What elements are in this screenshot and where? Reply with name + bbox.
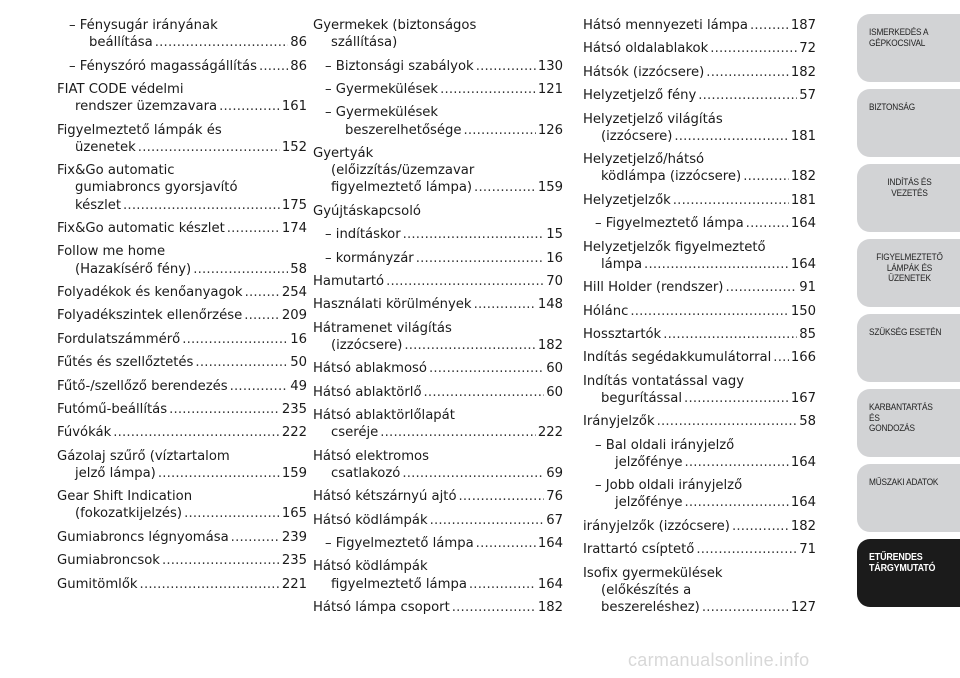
index-entry xyxy=(583,541,816,558)
chapter-tab-label: BIZTONSÁG xyxy=(869,102,915,113)
dot-leader xyxy=(696,541,797,558)
chapter-tab[interactable] xyxy=(857,89,960,157)
dot-leader xyxy=(416,250,544,267)
page-number[interactable]: 239 xyxy=(281,529,307,545)
index-entry-text: jelzőfénye xyxy=(615,454,683,470)
index-entry-text: Hátsó lámpa csoport xyxy=(313,600,450,616)
index-entry-text: Hátsó ködlámpák xyxy=(313,512,428,528)
page-number[interactable]: 175 xyxy=(281,197,307,213)
dot-leader xyxy=(140,576,280,593)
page-number[interactable]: 181 xyxy=(790,192,816,208)
index-entry xyxy=(57,243,307,277)
page-number[interactable]: 164 xyxy=(790,256,816,272)
index-entry-text: begurítással xyxy=(601,390,683,406)
index-entry-text: Gumiabroncsok xyxy=(57,553,160,569)
dot-leader xyxy=(684,454,788,471)
page-number[interactable]: 165 xyxy=(281,506,307,522)
dot-leader xyxy=(403,226,545,243)
page-number[interactable]: 127 xyxy=(790,600,816,616)
dot-leader xyxy=(138,139,280,156)
index-entry-text: FIAT CODE védelmi xyxy=(57,81,184,97)
index-entry-text: cseréje xyxy=(331,425,379,441)
index-entry-text: Irattartó csíptető xyxy=(583,542,695,558)
index-entry-text: (izzócsere) xyxy=(601,128,673,144)
page-number[interactable]: 166 xyxy=(790,350,816,366)
dot-leader xyxy=(193,261,288,278)
dot-leader xyxy=(386,273,544,290)
index-entry-text: Hill Holder (rendszer) xyxy=(583,280,724,296)
dot-leader xyxy=(698,87,797,104)
page-number[interactable]: 235 xyxy=(281,553,307,569)
dot-leader xyxy=(750,17,789,34)
page-number[interactable]: 60 xyxy=(546,361,563,377)
page-number[interactable]: 130 xyxy=(537,58,563,74)
index-entry xyxy=(313,203,563,220)
page-number[interactable]: 164 xyxy=(537,576,563,592)
page-number[interactable]: 182 xyxy=(537,337,563,353)
index-entry xyxy=(57,162,307,214)
index-entry-text: – Biztonsági szabályok xyxy=(325,58,474,74)
index-entry-text: Gear Shift Indication xyxy=(57,489,193,505)
chapter-tab-label: ETŰRENDES TÁRGYMUTATÓ xyxy=(869,552,936,574)
index-entry xyxy=(57,488,307,522)
index-entry-text: – Gyermekülések xyxy=(325,105,439,121)
index-entry xyxy=(313,145,563,197)
page-number[interactable]: 16 xyxy=(290,331,307,347)
index-entry xyxy=(57,378,307,395)
dot-leader xyxy=(663,326,797,343)
page-number[interactable]: 72 xyxy=(799,41,816,57)
dot-leader xyxy=(184,505,280,522)
dot-leader xyxy=(244,307,280,324)
index-entry xyxy=(583,111,816,145)
page-number[interactable]: 221 xyxy=(281,576,307,592)
index-entry-text: Fordulatszámmérő xyxy=(57,331,181,347)
index-column-3 xyxy=(583,17,816,622)
index-entry-text: rendszer üzemzavara xyxy=(75,99,218,115)
index-entry-text: Follow me home xyxy=(57,244,166,260)
dot-leader xyxy=(476,535,536,552)
index-entry-text: ködlámpa (izzócsere) xyxy=(601,169,742,185)
index-entry xyxy=(583,64,816,81)
index-entry xyxy=(57,576,307,593)
page-number[interactable]: 209 xyxy=(281,308,307,324)
index-entry xyxy=(313,273,563,290)
dot-leader xyxy=(404,337,535,354)
index-entry-text: Hamutartó xyxy=(313,273,385,289)
dot-leader xyxy=(743,168,789,185)
index-entry-text: – Figyelmeztető lámpa xyxy=(595,216,744,232)
dot-leader xyxy=(155,34,288,51)
dot-leader xyxy=(463,122,535,139)
index-entry xyxy=(57,448,307,482)
page-number[interactable]: 76 xyxy=(546,489,563,505)
page-number[interactable]: 121 xyxy=(537,81,563,97)
page-number[interactable]: 164 xyxy=(537,536,563,552)
index-entry-text: figyelmeztető lámpa xyxy=(331,576,467,592)
dot-leader xyxy=(706,64,789,81)
dot-leader xyxy=(380,424,536,441)
index-entry xyxy=(583,373,816,407)
index-entry xyxy=(313,17,563,51)
index-entry xyxy=(57,552,307,569)
index-entry-text: Gyertyák xyxy=(313,145,374,161)
page-number[interactable]: 50 xyxy=(290,355,307,371)
dot-leader xyxy=(227,220,280,237)
index-entry-text: Hátsó ködlámpák xyxy=(313,559,428,575)
page-number[interactable]: 86 xyxy=(290,58,307,74)
index-entry xyxy=(57,307,307,324)
index-entry-text: Hátsó ablaktörlőlapát xyxy=(313,408,455,424)
index-entry xyxy=(313,320,563,354)
chapter-tab[interactable] xyxy=(857,239,960,307)
page-number[interactable]: 71 xyxy=(799,542,816,558)
dot-leader xyxy=(725,279,797,296)
index-entry-text: Isofix gyermekülések xyxy=(583,565,723,581)
page-number[interactable]: 159 xyxy=(537,180,563,196)
chapter-tab-label: ISMERKEDÉS A GÉPKOCSIVAL xyxy=(869,27,929,49)
index-entry xyxy=(313,384,563,401)
dot-leader xyxy=(402,465,544,482)
chapter-tab-label: SZÜKSÉG ESETÉN xyxy=(869,327,942,338)
page-number[interactable]: 85 xyxy=(799,326,816,342)
index-entry xyxy=(313,104,563,138)
page-number[interactable]: 148 xyxy=(537,297,563,313)
dot-leader xyxy=(440,81,536,98)
index-entry-text: Hátsó oldalablakok xyxy=(583,41,709,57)
page-number[interactable]: 182 xyxy=(537,600,563,616)
index-entry xyxy=(583,17,816,34)
index-entry xyxy=(313,250,563,267)
index-entry-text: – Figyelmeztető lámpa xyxy=(325,536,474,552)
page-number[interactable]: 69 xyxy=(546,465,563,481)
dot-leader xyxy=(657,413,798,430)
index-entry xyxy=(57,122,307,156)
dot-leader xyxy=(630,303,788,320)
index-entry-text: – Gyermekülések xyxy=(325,81,439,97)
index-entry xyxy=(583,215,816,232)
index-entry-text: Hátramenet világítás xyxy=(313,320,452,336)
index-entry-text: üzenetek xyxy=(75,139,136,155)
index-entry xyxy=(313,226,563,243)
index-entry-text: Fűtés és szellőztetés xyxy=(57,355,194,371)
index-entry-text: szállítása) xyxy=(331,35,398,51)
dot-leader xyxy=(476,58,536,75)
dot-leader xyxy=(230,378,289,395)
index-entry-text: Helyzetjelző világítás xyxy=(583,111,723,127)
page-number[interactable]: 174 xyxy=(281,220,307,236)
page-number[interactable]: 91 xyxy=(799,280,816,296)
index-entry-text: beszereléshez) xyxy=(601,600,700,616)
dot-leader xyxy=(430,512,545,529)
index-entry-text: – Fénysugár irányának xyxy=(69,18,218,33)
index-entry-text: Hátsó kétszárnyú ajtó xyxy=(313,489,457,505)
index-entry xyxy=(583,303,816,320)
index-entry-text: Gyermekek (biztonságos xyxy=(313,18,477,33)
page-number[interactable]: 150 xyxy=(790,303,816,319)
index-entry xyxy=(583,565,816,617)
index-entry xyxy=(313,558,563,592)
index-entry xyxy=(313,81,563,98)
index-entry-text: – Bal oldali irányjelző xyxy=(595,437,735,453)
page-number[interactable]: 161 xyxy=(281,99,307,115)
dot-leader xyxy=(684,494,788,511)
index-entry-text: Fix&Go automatic xyxy=(57,163,175,179)
chapter-tab[interactable] xyxy=(857,14,960,82)
page-number[interactable]: 70 xyxy=(546,273,563,289)
index-entry xyxy=(313,488,563,505)
index-entry-text: gumiabroncs gyorsjavító xyxy=(75,180,238,196)
index-entry-text: (előizzítás/üzemzavar xyxy=(331,163,475,179)
page-number[interactable]: 222 xyxy=(537,425,563,441)
dot-leader xyxy=(746,215,789,232)
dot-leader xyxy=(123,197,280,214)
page-number[interactable]: 58 xyxy=(799,414,816,430)
index-entry-text: – indításkor xyxy=(325,227,401,243)
index-entry xyxy=(313,58,563,75)
index-entry xyxy=(57,284,307,301)
page-number[interactable]: 60 xyxy=(546,384,563,400)
index-entry-text: Helyzetjelző/hátsó xyxy=(583,152,705,168)
index-entry-text: Fix&Go automatic készlet xyxy=(57,220,225,236)
index-entry xyxy=(313,512,563,529)
page-number[interactable]: 187 xyxy=(790,18,816,33)
chapter-tab-label: KARBANTARTÁS ÉS GONDOZÁS xyxy=(869,402,933,434)
index-entry-text: Hátsók (izzócsere) xyxy=(583,64,705,80)
index-entry-text: Gumiabroncs légnyomása xyxy=(57,529,229,545)
index-entry-text: irányjelzők (izzócsere) xyxy=(583,518,730,534)
page-number[interactable]: 254 xyxy=(281,284,307,300)
index-entry-text: – Fényszóró magasságállítás xyxy=(69,58,257,74)
index-entry xyxy=(57,81,307,115)
index-entry-text: – kormányzár xyxy=(325,250,414,266)
index-entry-text: jelzőfénye xyxy=(615,495,683,511)
dot-leader xyxy=(474,296,536,313)
dot-leader xyxy=(195,354,288,371)
index-entry-text: figyelmeztető lámpa) xyxy=(331,180,473,196)
page-number[interactable]: 57 xyxy=(799,88,816,104)
index-entry xyxy=(57,17,307,51)
chapter-tab-label: MŰSZAKI ADATOK xyxy=(869,477,939,488)
dot-leader xyxy=(469,576,536,593)
chapter-tab[interactable] xyxy=(857,464,960,532)
page-number[interactable]: 16 xyxy=(546,250,563,266)
dot-leader xyxy=(773,349,789,366)
page-number[interactable]: 152 xyxy=(281,139,307,155)
dot-leader xyxy=(158,465,280,482)
dot-leader xyxy=(644,256,789,273)
index-entry xyxy=(583,437,816,471)
dot-leader xyxy=(710,40,797,57)
index-entry xyxy=(313,448,563,482)
index-entry xyxy=(583,279,816,296)
index-entry-text: (előkészítés a xyxy=(601,582,692,598)
page-number[interactable]: 182 xyxy=(790,518,816,534)
chapter-tabs xyxy=(857,14,960,614)
index-entry xyxy=(583,518,816,535)
chapter-tab[interactable] xyxy=(857,164,960,232)
index-entry-text: Folyadékszintek ellenőrzése xyxy=(57,308,243,324)
page-number[interactable]: 235 xyxy=(281,401,307,417)
index-entry-text: (Hazakísérő fény) xyxy=(75,261,192,277)
chapter-tab[interactable] xyxy=(857,389,960,457)
index-entry xyxy=(313,407,563,441)
dot-leader xyxy=(732,518,789,535)
chapter-tab-label: FIGYELMEZTETŐ LÁMPÁK ÉS ÜZENETEK xyxy=(876,252,943,284)
page-number[interactable]: 126 xyxy=(537,122,563,138)
index-column-2 xyxy=(313,17,563,622)
index-entry-text: Fúvókák xyxy=(57,425,112,441)
index-entry-text: lámpa xyxy=(601,256,643,272)
dot-leader xyxy=(459,488,545,505)
chapter-tab[interactable] xyxy=(857,314,960,382)
index-entry-text: beszerelhetősége xyxy=(345,122,462,138)
dot-leader xyxy=(673,192,789,209)
index-entry xyxy=(583,87,816,104)
index-entry-text: Hátsó ablaktörlő xyxy=(313,384,422,400)
index-entry-text: Gyújtáskapcsoló xyxy=(313,203,421,219)
index-entry-text: Folyadékok és kenőanyagok xyxy=(57,284,243,300)
page-number[interactable]: 86 xyxy=(290,35,307,51)
dot-leader xyxy=(424,384,545,401)
dot-leader xyxy=(259,58,288,75)
index-entry xyxy=(583,477,816,511)
index-entry xyxy=(583,239,816,273)
index-entry-text: Helyzetjelzők xyxy=(583,192,671,208)
index-entry-text: (izzócsere) xyxy=(331,337,403,353)
page-number[interactable]: 49 xyxy=(290,378,307,394)
index-entry-text: Gumitömlők xyxy=(57,576,138,592)
index-entry-text: Hólánc xyxy=(583,303,629,319)
index-entry xyxy=(583,192,816,209)
index-entry-text: Figyelmeztető lámpák és xyxy=(57,122,222,138)
chapter-tab-label: INDÍTÁS ÉS VEZETÉS xyxy=(887,177,932,199)
dot-leader xyxy=(231,529,280,546)
chapter-tab[interactable] xyxy=(857,539,960,607)
index-entry-text: Hátsó ablakmosó xyxy=(313,361,427,377)
page-number[interactable]: 15 xyxy=(546,227,563,243)
index-entry-text: csatlakozó xyxy=(331,465,401,481)
index-entry-text: Helyzetjelző fény xyxy=(583,88,697,104)
index-entry-text: Fűtő-/szellőző berendezés xyxy=(57,378,228,394)
index-entry-text: Használati körülmények xyxy=(313,297,472,313)
index-entry xyxy=(313,535,563,552)
index-entry xyxy=(583,151,816,185)
index-entry-text: Gázolaj szűrő (víztartalom xyxy=(57,448,230,464)
index-entry xyxy=(313,360,563,377)
index-entry-text: (fokozatkijelzés) xyxy=(75,506,183,522)
index-entry-text: jelző lámpa) xyxy=(75,465,156,481)
index-entry-text: készlet xyxy=(75,197,122,213)
page-number[interactable]: 182 xyxy=(790,169,816,185)
index-entry-text: beállítása xyxy=(89,35,153,51)
index-entry xyxy=(57,401,307,418)
dot-leader xyxy=(219,98,280,115)
dot-leader xyxy=(162,552,280,569)
index-entry xyxy=(583,326,816,343)
page-number[interactable]: 159 xyxy=(281,465,307,481)
page-number[interactable]: 182 xyxy=(790,64,816,80)
page-number[interactable]: 167 xyxy=(790,390,816,406)
index-entry-text: Hátsó mennyezeti lámpa xyxy=(583,18,748,33)
index-entry xyxy=(57,529,307,546)
index-entry xyxy=(57,331,307,348)
dot-leader xyxy=(429,360,544,377)
page-number[interactable]: 164 xyxy=(790,216,816,232)
index-entry-text: Hossztartók xyxy=(583,326,662,342)
page-number[interactable]: 222 xyxy=(281,425,307,441)
dot-leader xyxy=(684,390,789,407)
index-entry xyxy=(583,349,816,366)
index-entry xyxy=(313,599,563,616)
dot-leader xyxy=(245,284,280,301)
index-entry-text: Futómű-beállítás xyxy=(57,401,168,417)
page-number[interactable]: 164 xyxy=(790,495,816,511)
index-entry xyxy=(57,424,307,441)
dot-leader xyxy=(169,401,280,418)
index-entry-text: Irányjelzők xyxy=(583,414,655,430)
index-entry xyxy=(583,413,816,430)
page-number[interactable]: 181 xyxy=(790,128,816,144)
index-entry xyxy=(583,40,816,57)
page-number[interactable]: 58 xyxy=(290,261,307,277)
watermark: carmanualsonline.info xyxy=(628,650,810,670)
dot-leader xyxy=(113,424,280,441)
dot-leader xyxy=(674,128,788,145)
index-entry xyxy=(57,354,307,371)
index-entry xyxy=(57,58,307,75)
dot-leader xyxy=(452,599,536,616)
page-number[interactable]: 67 xyxy=(546,512,563,528)
index-entry-text: Hátsó elektromos xyxy=(313,448,429,464)
index-column-1 xyxy=(57,17,307,599)
index-entry-text: Indítás vontatással vagy xyxy=(583,373,745,389)
dot-leader xyxy=(182,331,288,348)
index-entry-text: Indítás segédakkumulátorral xyxy=(583,350,772,366)
dot-leader xyxy=(702,599,789,616)
index-entry xyxy=(313,296,563,313)
index-entry-text: Helyzetjelzők figyelmeztető xyxy=(583,239,766,255)
page-number[interactable]: 164 xyxy=(790,454,816,470)
index-entry-text: – Jobb oldali irányjelző xyxy=(595,478,743,494)
dot-leader xyxy=(474,179,536,196)
index-entry xyxy=(57,220,307,237)
